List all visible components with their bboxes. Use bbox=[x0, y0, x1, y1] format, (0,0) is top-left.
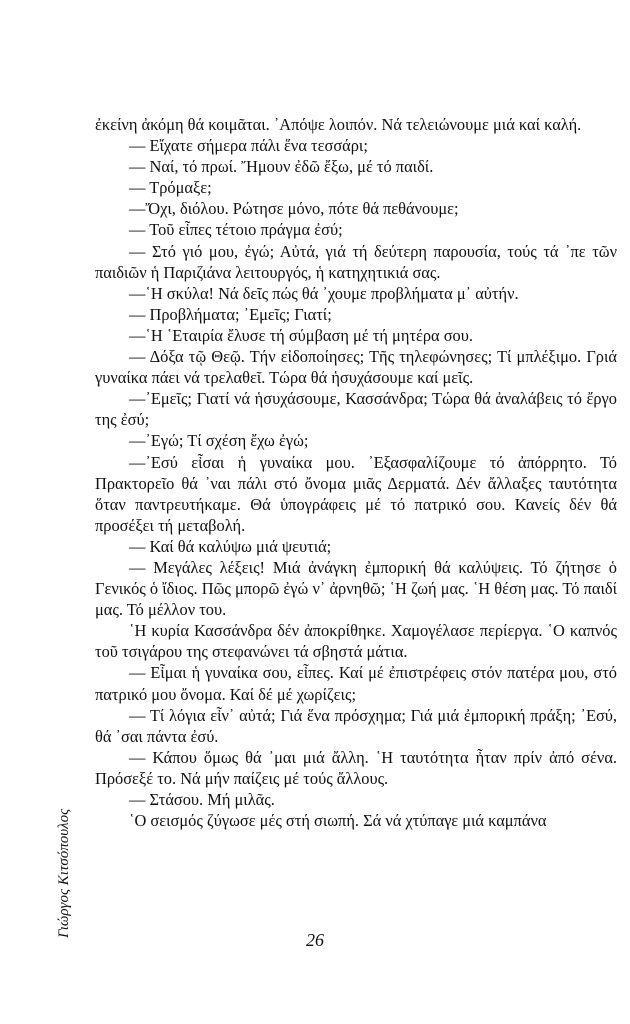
dialogue-line: — Τρόμαξε; bbox=[129, 178, 212, 198]
dialogue-line: — Στό γιό μου, ἐγώ; Αὐτά, γιά τή δεύτερη παρουσία, τούς τά ᾿πε τῶν παιδιῶν ἡ Παριζιάνα λειτουργός, ἡ κατηχητικιά σας. bbox=[95, 241, 617, 282]
dialogue-line: —᾿Εσύ εἶσαι ἡ γυναίκα μου. ᾿Εξασφαλίζουμε τό ἀπόρρητο. Τό Πρακτορεῖο θά ᾿ναι πάλι στό ὄνομα μιᾶς Δερματά. Δέν ἄλλαξες ταυτότητα ὅταν παντρευτήκαμε. Θά ὑπογράφεις μέ τό πατρικό σου. Κανείς δέν θά προσέξει τή μεταβολή. bbox=[95, 452, 617, 535]
dialogue-line: —῾Η σκύλα! Νά δεῖς πώς θά ᾿χουμε προβλήματα μ᾿ αὐτήν. bbox=[129, 283, 519, 303]
dialogue-line: — Καί θά καλύψω μιά ψευτιά; bbox=[129, 536, 332, 556]
dialogue-line: —᾿Εμεῖς; Γιατί νά ἡσυχάσουμε, Κασσάνδρα; Τώρα θά ἀναλάβεις τό ἔργο της ἐσύ; bbox=[95, 389, 617, 430]
narrative-paragraph: ῾Ο σεισμός ζύγωσε μές στή σιωπή. Σά νά χτύπαγε μιά καμπάνα bbox=[129, 811, 547, 831]
page-number: 26 bbox=[306, 930, 324, 950]
paragraph-continuation: ἐκείνη ἀκόμη θά κοιμᾶται. ᾿Απόψε λοιπόν. Νά τελειώνουμε μιά καί καλή. bbox=[95, 115, 582, 134]
dialogue-line: — Προβλήματα; ᾿Εμεῖς; Γιατί; bbox=[129, 304, 332, 324]
dialogue-line: — Εἶμαι ἡ γυναίκα σου, εἶπες. Καί μέ ἐπιστρέφεις στόν πατέρα μου, στό πατρικό μου ὄνομα. Καί δέ μέ χωρίζεις; bbox=[95, 663, 617, 704]
body-text bbox=[95, 114, 617, 831]
dialogue-line: — Δόξα τῷ Θεῷ. Τήν εἰδοποίησες; Τῆς τηλεφώνησες; Τί μπλέξιμο. Γριά γυναίκα πάει νά τρελαθεῖ. Τώρα θά ἡσυχάσουμε καί μεῖς. bbox=[95, 347, 617, 388]
dialogue-line: —᾿Εγώ; Τί σχέση ἔχω ἐγώ; bbox=[129, 431, 309, 451]
running-head-author: Γιώργος Κιτσόπουλος bbox=[56, 808, 72, 938]
dialogue-line: — Στάσου. Μή μιλᾶς. bbox=[129, 790, 275, 809]
dialogue-line: — Μεγάλες λέξεις! Μιά ἀνάγκη ἐμπορική θά καλύψεις. Τό ζήτησε ὁ Γενικός ὁ ἴδιος. Πῶς μπορῶ ἐγώ ν᾿ ἀρνηθῶ; ῾Η ζωή μας. ῾Η θέση μας. Τό παιδί μας. Τό μέλλον του. bbox=[95, 557, 617, 620]
dialogue-line: — Ναί, τό πρωί. Ἤμουν ἐδῶ ἔξω, μέ τό παιδί. bbox=[129, 157, 434, 177]
narrative-paragraph: ῾Η κυρία Κασσάνδρα δέν ἀποκρίθηκε. Χαμογέλασε περίεργα. ῾Ο καπνός τοῦ τσιγάρου της στεφανώνει τά σβηστά μάτια. bbox=[95, 621, 617, 662]
dialogue-line: — Τοῦ εἶπες τέτοιο πράγμα ἐσύ; bbox=[129, 220, 343, 240]
dialogue-line: —Ὄχι, διόλου. Ρώτησε μόνο, πότε θά πεθάνουμε; bbox=[129, 199, 459, 219]
dialogue-line: — Κάπου ὅμως θά ᾿μαι μιά ἄλλη. ῾Η ταυτότητα ἦταν πρίν ἀπό σένα. Πρόσεξέ το. Νά μήν παίζεις μέ τούς ἄλλους. bbox=[95, 747, 617, 788]
dialogue-line: —῾Η ῾Εταιρία ἔλυσε τή σύμβαση μέ τή μητέρα σου. bbox=[129, 325, 473, 345]
dialogue-line: — Εἴχατε σήμερα πάλι ἕνα τεσσάρι; bbox=[129, 136, 368, 156]
dialogue-line: — Τί λόγια εἶν᾿ αὐτά; Γιά ἕνα πρόσχημα; Γιά μιά ἐμπορική πράξη; ᾿Εσύ, θά ᾿σαι πάντα ἐσύ. bbox=[95, 705, 617, 746]
